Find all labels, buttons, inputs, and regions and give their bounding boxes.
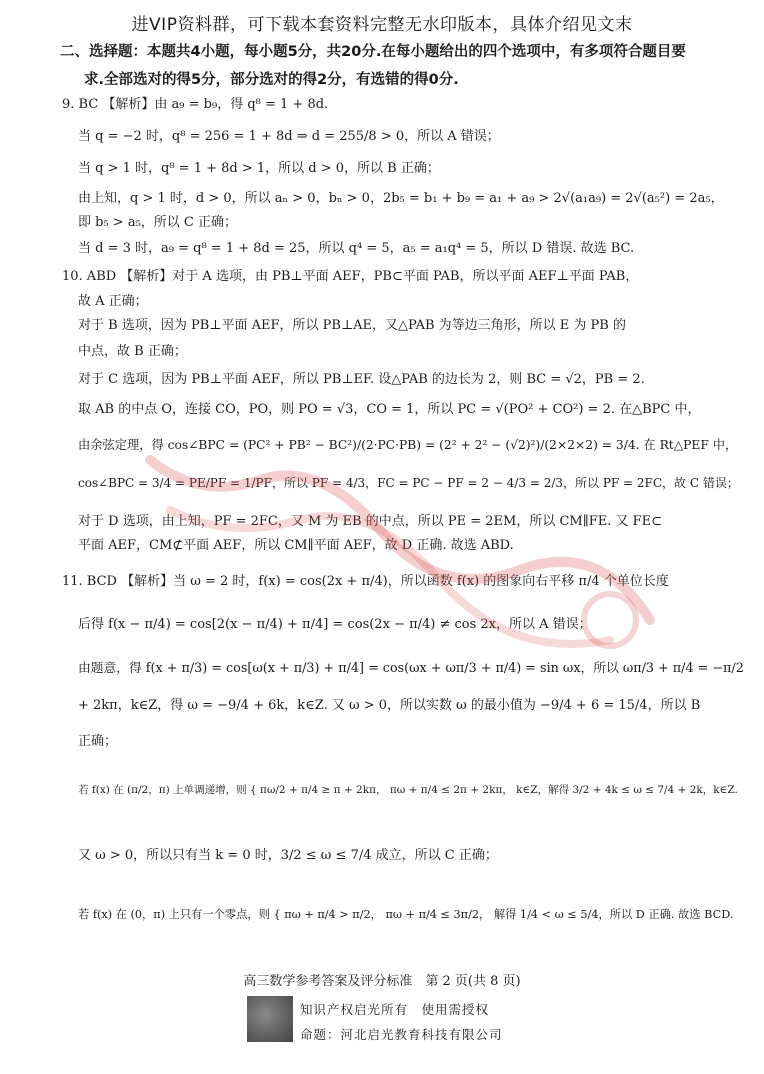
section-heading-line-1: 二、选择题：本题共4小题，每小题5分，共20分.在每小题给出的四个选项中，有多项符合题目要 [60,44,686,60]
q9-line-1: 9. BC 【解析】由 a₉ = b₉，得 q⁸ = 1 + 8d. [62,97,329,112]
q10-line-9: 对于 D 选项，由上知，PF = 2FC，又 M 为 EB 的中点，所以 PE = 2EM，所以 CM∥FE. 又 FE⊂ [78,514,663,529]
q10-line-4: 中点，故 B 正确； [78,344,187,359]
q10-line-3: 对于 B 选项，因为 PB⊥平面 AEF，所以 PB⊥AE，又△PAB 为等边三角形，所以 E 为 PB 的 [78,318,626,333]
q11-line-4: + 2kπ，k∈Z，得 ω = −9/4 + 6k，k∈Z. 又 ω > 0，所以实数 ω 的最小值为 −9/4 + 6 = 15/4，所以 B [78,698,701,713]
q10-line-2: 故 A 正确； [78,294,148,309]
q9-line-6: 当 d = 3 时，a₉ = q⁸ = 1 + 8d = 25，所以 q⁴ = 5，a₅ = a₁q⁴ = 5，所以 D 错误. 故选 BC. [78,241,635,256]
q11-line-1: 11. BCD 【解析】当 ω = 2 时，f(x) = cos(2x + π/4)，所以函数 f(x) 的图象向右平移 π/4 个单位长度 [62,574,669,589]
copyright-notice: 知识产权启光所有 使用需授权 [300,1002,490,1017]
q9-line-4: 由上知，q > 1 时，d > 0，所以 aₙ > 0，bₙ > 0，2b₅ = b₁ + b₉ = a₁ + a₉ > 2√(a₁a₉) = 2√(a₅²) = 2a₅， [78,191,724,206]
q10-line-1: 10. ABD 【解析】对于 A 选项，由 PB⊥平面 AEF，PB⊂平面 PAB，所以平面 AEF⊥平面 PAB， [62,269,639,284]
q11-line-3: 由题意，得 f(x + π/3) = cos[ω(x + π/3) + π/4] = cos(ωx + ωπ/3 + π/4) = sin ωx，所以 ωπ/3 + π/4 = −π/2 [78,661,744,676]
q9-line-3: 当 q > 1 时，q⁸ = 1 + 8d > 1，所以 d > 0，所以 B 正确； [78,161,440,176]
section-heading [60,38,710,94]
page-footer: 高三数学参考答案及评分标准 第 2 页(共 8 页) [243,974,521,989]
q11-line-8: 若 f(x) 在 (0，π) 上只有一个零点，则 { πω + π/4 > π/2， πω + π/4 ≤ 3π/2， 解得 1/4 < ω ≤ 5/4，所以 D 正确. 故选 BCD. [78,908,734,921]
q11-line-2: 后得 f(x − π/4) = cos[2(x − π/4) + π/4] = cos(2x − π/4) ≠ cos 2x，所以 A 错误； [78,617,592,632]
q10-line-8: cos∠BPC = 3/4 = PE/PF = 1/PF，所以 PF = 4/3，FC = PC − PF = 2 − 4/3 = 2/3，所以 PF = 2FC，故 C 错误； [78,476,739,490]
q9-line-2: 当 q = −2 时，q⁸ = 256 = 1 + 8d ⇒ d = 255/8 > 0，所以 A 错误； [78,129,500,144]
q11-line-5: 正确； [78,734,118,749]
qr-code-image [247,996,293,1042]
q10-line-6: 取 AB 的中点 O，连接 CO，PO，则 PO = √3，CO = 1，所以 PC = √(PO² + CO²) = 2. 在△BPC 中， [78,402,701,417]
q9-line-5: 即 b₅ > a₅，所以 C 正确； [78,215,237,230]
section-heading-line-2: 求.全部选对的得5分，部分选对的得2分，有选错的得0分. [84,72,459,88]
q11-line-6: 若 f(x) 在 (π/2，π) 上单调递增，则 { πω/2 + π/4 ≥ π + 2kπ， πω + π/4 ≤ 2π + 2kπ， k∈Z，解得 3/2 + 4k ≤ ω ≤ 7/4 + 2k，k∈Z. [78,784,738,796]
q10-line-10: 平面 AEF，CM⊄平面 AEF，所以 CM∥平面 AEF，故 D 正确. 故选 ABD. [78,538,514,553]
q10-line-5: 对于 C 选项，因为 PB⊥平面 AEF，所以 PB⊥EF. 设△PAB 的边长为 2，则 BC = √2，PB = 2. [78,372,645,387]
vip-banner[interactable]: 进VIP资料群，可下载本套资料完整无水印版本，具体介绍见文末 [131,15,633,35]
q10-line-7: 由余弦定理，得 cos∠BPC = (PC² + PB² − BC²)/(2·PC·PB) = (2² + 2² − (√2)²)/(2×2×2) = 3/4. 在 Rt△PEF 中， [78,438,738,452]
publisher-credit: 命题：河北启光教育科技有限公司 [300,1027,503,1042]
q11-line-7: 又 ω > 0，所以只有当 k = 0 时，3/2 ≤ ω ≤ 7/4 成立，所以 C 正确； [78,848,498,863]
